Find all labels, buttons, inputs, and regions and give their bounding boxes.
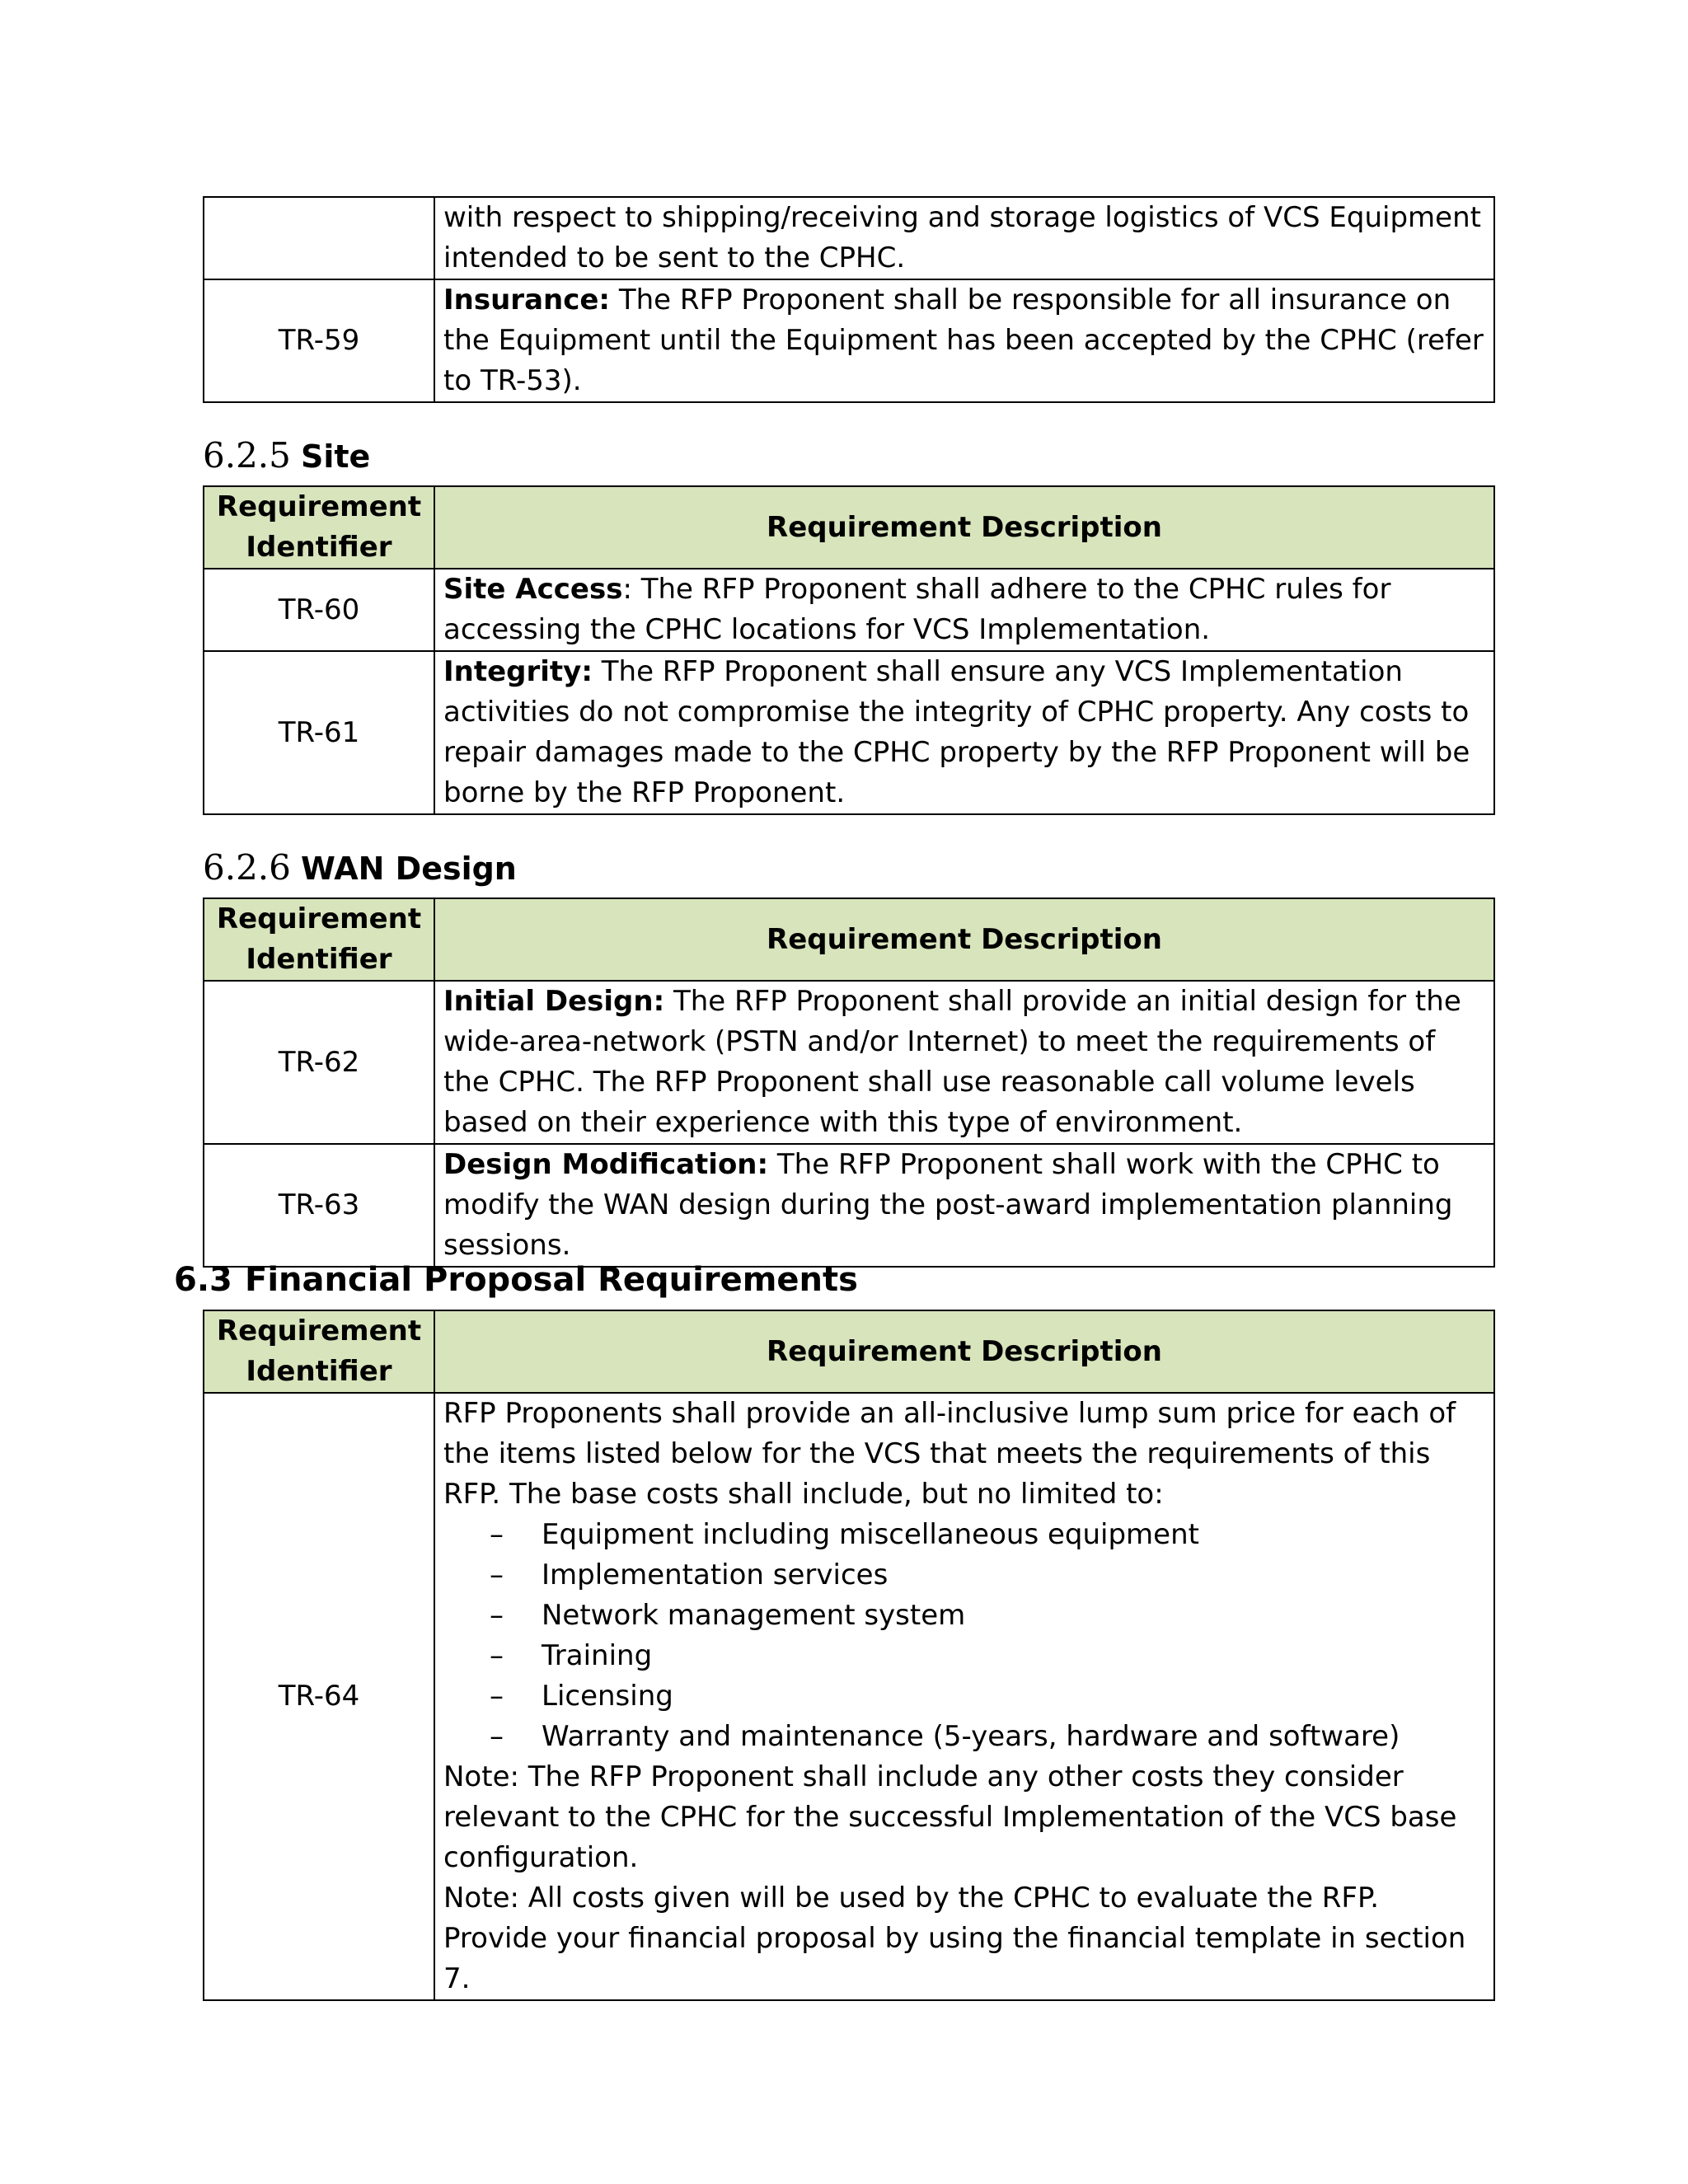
requirement-text: The RFP Proponent shall provide an initial design for the wide-area-network (PSTN and/or Internet) to meet the requirements of the CPHC. The RFP Proponent shall use reasonable call volume levels based on their experience with this type of environment. [443,985,1461,1139]
requirement-text: The RFP Proponent shall ensure any VCS Implementation activities do not compromise the integrity of CPHC property. Any costs to repair damages made to the CPHC property by the RFP Proponent will be borne by the RFP Proponent. [443,655,1470,809]
list-item: – Equipment including miscellaneous equipment [443,1515,1485,1555]
list-item: – Licensing [443,1676,1485,1717]
table-row [204,197,1494,279]
requirement-note: Note: The RFP Proponent shall include any other costs they consider relevant to the CPHC for the successful Implementation of the VCS base configuration. [443,1760,1457,1874]
section-number: 6.2.6 [203,847,291,888]
header-requirement-description: Requirement Description [434,898,1494,981]
header-requirement-description: Requirement Description [434,1310,1494,1393]
requirement-id: TR-64 [204,1393,434,2000]
table-header-row [204,1310,1494,1393]
list-item: – Training [443,1636,1485,1676]
section-title: WAN Design [301,851,517,887]
header-requirement-identifier: Requirement Identifier [204,486,434,569]
requirement-id: TR-59 [204,279,434,402]
table-row [204,1393,1494,2000]
table-row [204,981,1494,1144]
requirement-description [434,1144,1494,1267]
requirement-id: TR-60 [204,569,434,651]
list-item: – Network management system [443,1596,1485,1636]
requirement-text: : The RFP Proponent shall adhere to the CPHC rules for accessing the CPHC locations for VCS Implementation. [443,573,1391,646]
requirement-description [434,569,1494,651]
section-heading-financial [174,1257,858,1303]
section-title: Financial Proposal Requirements [245,1261,858,1299]
requirement-label: Insurance: [443,284,611,316]
section-heading-site [203,433,370,480]
wan-design-requirements-table [203,898,1495,1268]
requirement-label: Site Access [443,573,623,606]
section-number: 6.2.5 [203,435,291,476]
requirement-description [434,1393,1494,2000]
financial-requirements-table [203,1310,1495,2001]
requirement-text: The RFP Proponent shall be responsible for all insurance on the Equipment until the Equipment has been accepted by the CPHC (refer to TR-53). [443,284,1484,397]
requirement-description [434,981,1494,1144]
requirement-description [434,279,1494,402]
section-heading-wan-design [203,845,517,892]
table-row [204,569,1494,651]
requirement-id [204,197,434,279]
requirements-table-continued [203,196,1495,403]
requirement-intro: RFP Proponents shall provide an all-inclusive lump sum price for each of the items listed below for the VCS that meets the requirements of this RFP. The base costs shall include, but no limited to: [443,1397,1456,1511]
header-requirement-identifier: Requirement Identifier [204,1310,434,1393]
table-row [204,1144,1494,1267]
list-item: – Warranty and maintenance (5-years, hardware and software) [443,1717,1485,1757]
section-number: 6.3 [174,1261,232,1299]
requirement-id: TR-62 [204,981,434,1144]
site-requirements-table [203,485,1495,815]
section-title: Site [301,438,371,475]
requirement-note: Note: All costs given will be used by the CPHC to evaluate the RFP. Provide your financial proposal by using the financial template in section 7. [443,1882,1466,1995]
requirement-label: Initial Design: [443,985,665,1018]
header-requirement-description: Requirement Description [434,486,1494,569]
requirement-text: The RFP Proponent shall work with the CPHC to modify the WAN design during the post-award implementation planning sessions. [443,1148,1453,1262]
table-row [204,279,1494,402]
requirement-id: TR-61 [204,651,434,814]
cost-items-list [443,1515,1485,1757]
requirement-description [434,651,1494,814]
table-row [204,651,1494,814]
requirement-label: Design Modification: [443,1148,769,1181]
table-header-row [204,486,1494,569]
requirement-label: Integrity: [443,655,593,688]
header-requirement-identifier: Requirement Identifier [204,898,434,981]
table-header-row [204,898,1494,981]
requirement-description: with respect to shipping/receiving and storage logistics of VCS Equipment intended to be sent to the CPHC. [434,197,1494,279]
requirement-id: TR-63 [204,1144,434,1267]
list-item: – Implementation services [443,1555,1485,1596]
